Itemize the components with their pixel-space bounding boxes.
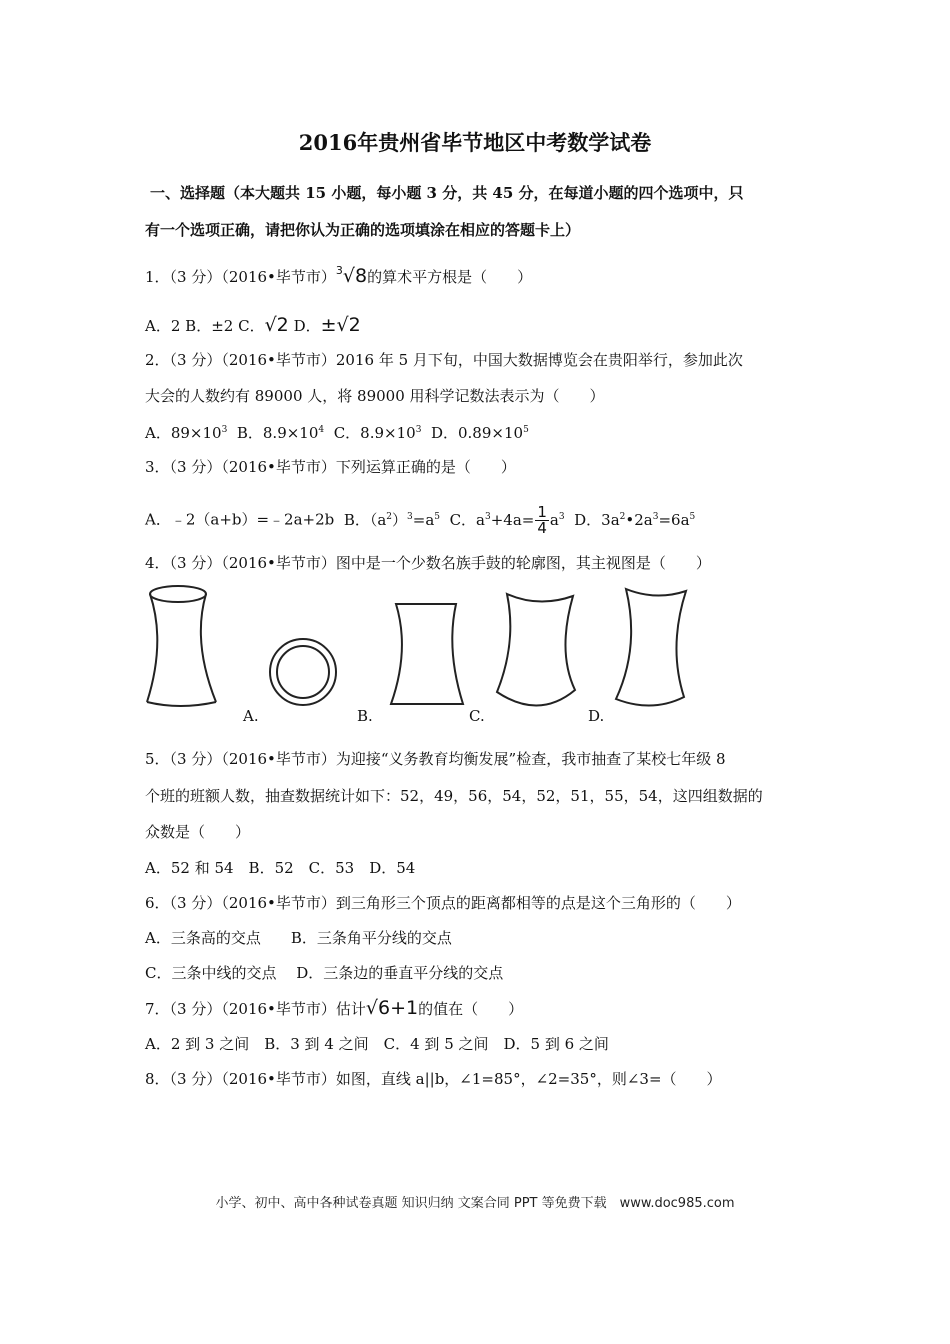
page-title: 2016年贵州省毕节地区中考数学试卷 bbox=[298, 130, 652, 155]
q3-options bbox=[145, 505, 695, 536]
q6-options-cd: C．三条中线的交点 D．三条边的垂直平分线的交点 bbox=[145, 964, 504, 982]
q3-option-a: A．﹣2（a+b）=﹣2a+2b bbox=[145, 510, 335, 529]
question-5-line1: 5．（3 分）（2016•毕节市）为迎接“义务教育均衡发展”检查，我市抽查了某校七年级 8 bbox=[145, 750, 726, 768]
q4-label-a: A. bbox=[243, 707, 259, 725]
q7-options: A．2 到 3 之间 B．3 到 4 之间 C．4 到 5 之间 D．5 到 6 之间 bbox=[145, 1035, 609, 1053]
option-b-figure bbox=[388, 600, 468, 710]
question-1 bbox=[145, 266, 532, 287]
q1-head: 1．（3 分）（2016•毕节市） bbox=[145, 268, 336, 286]
q1-options bbox=[145, 315, 361, 336]
question-3: 3．（3 分）（2016•毕节市）下列运算正确的是（ ） bbox=[145, 458, 516, 476]
option-a-ring-figure bbox=[268, 637, 338, 707]
q1-option-c: C． bbox=[238, 317, 265, 335]
q1-option-c-value: √2 bbox=[264, 314, 289, 336]
q3-option-d: D．$3a^2•2a^3=6a^5$ bbox=[574, 510, 696, 529]
q2-option-d: D．$0.89\times 10^5$ bbox=[430, 424, 529, 442]
q1-radical: √8 bbox=[342, 265, 368, 287]
question-4: 4．（3 分）（2016•毕节市）图中是一个少数名族手鼓的轮廓图，其主视图是（ ） bbox=[145, 554, 711, 572]
question-2-line1: 2．（3 分）（2016•毕节市）2016 年 5 月下旬，中国大数据博览会在贵阳举行，参加此次 bbox=[145, 351, 743, 369]
q1-option-d-value: ±√2 bbox=[320, 314, 361, 336]
option-d-figure bbox=[612, 587, 692, 712]
q3-fraction: $\frac{1}{4}$ bbox=[537, 503, 547, 537]
question-8: 8．（3 分）（2016•毕节市）如图，直线 a||b，∠1=85°，∠2=35°，则∠3=（ ） bbox=[145, 1070, 722, 1088]
q5-options: A．52 和 54 B．52 C．53 D．54 bbox=[145, 859, 416, 877]
q4-label-b: B. bbox=[357, 707, 373, 725]
footer-watermark: 小学、初中、高中各种试卷真题 知识归纳 文案合同 PPT 等免费下载 www.doc985.com bbox=[215, 1196, 735, 1211]
q4-label-c: C. bbox=[469, 707, 485, 725]
q1-tail: 的算术平方根是（ ） bbox=[367, 268, 533, 286]
q3-option-b: B．$(a^2)^3=a^5$ bbox=[343, 510, 441, 529]
q1-radical-index: 3 bbox=[335, 264, 343, 277]
q7-plus: +1 bbox=[390, 997, 419, 1019]
question-2-line2: 大会的人数约有 89000 人，将 89000 用科学记数法表示为（ ） bbox=[145, 387, 605, 405]
q2-options bbox=[145, 423, 529, 443]
section-heading-line2: 有一个选项正确，请把你认为正确的选项填涂在相应的答题卡上） bbox=[145, 221, 581, 239]
section-heading-line1: 一、选择题（本大题共 15 小题，每小题 3 分，共 45 分，在每道小题的四个选项中，只 bbox=[150, 184, 744, 202]
q6-options-ab: A．三条高的交点 B．三条角平分线的交点 bbox=[145, 929, 452, 947]
q2-option-c: C．$8.9\times 10^3$ bbox=[333, 424, 422, 442]
q4-label-d: D. bbox=[588, 707, 605, 725]
q7-tail: 的值在（ ） bbox=[418, 1000, 524, 1018]
question-5-line3: 众数是（ ） bbox=[145, 823, 251, 841]
q1-option-b: B．±2 bbox=[185, 317, 234, 335]
q3-option-c: C．$a^3+4a=$ $\frac{1}{4}$ $a^3$ bbox=[449, 503, 565, 537]
q7-head: 7．（3 分）（2016•毕节市）估计 bbox=[145, 1000, 366, 1018]
option-c-figure bbox=[495, 592, 580, 712]
drum-outline-figure bbox=[140, 582, 225, 712]
q2-option-b: B．$8.9\times 10^4$ bbox=[236, 424, 325, 442]
q1-option-a: A．2 bbox=[145, 317, 181, 335]
q2-option-a: A．$89\times 10^3$ bbox=[145, 424, 228, 442]
question-6: 6．（3 分）（2016•毕节市）到三角形三个顶点的距离都相等的点是这个三角形的（ ） bbox=[145, 894, 741, 912]
question-7 bbox=[145, 998, 523, 1019]
q1-option-d: D． bbox=[293, 317, 321, 335]
question-5-line2: 个班的班额人数，抽查数据统计如下：52，49，56，54，52，51，55，54，这四组数据的 bbox=[145, 787, 763, 805]
q7-radical: √6 bbox=[365, 997, 391, 1019]
